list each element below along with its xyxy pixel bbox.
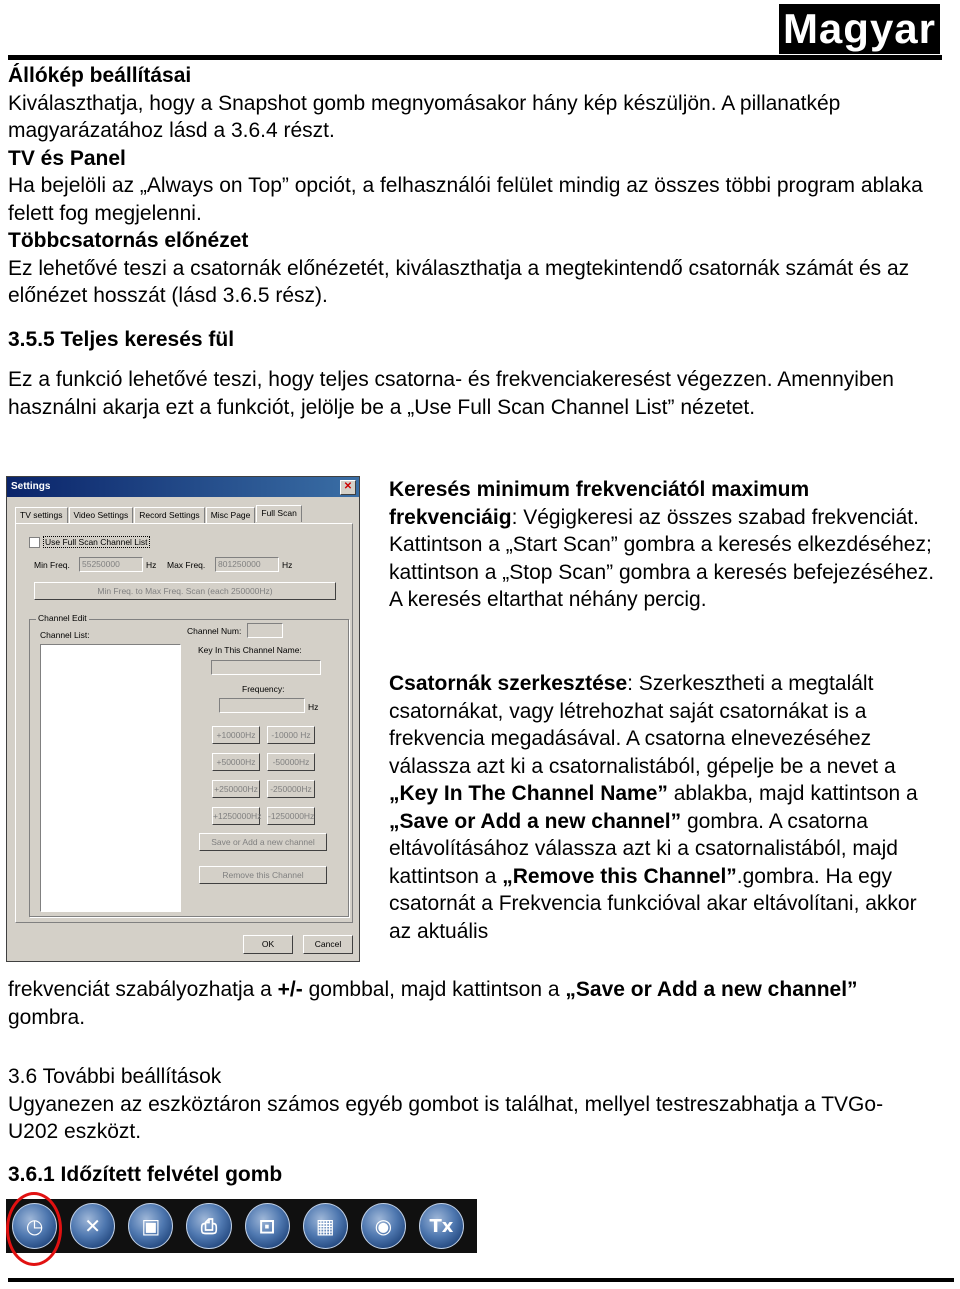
more-settings bbox=[8, 1063, 933, 1146]
channel-edit-legend: Channel Edit bbox=[38, 613, 87, 623]
search-paragraph bbox=[389, 476, 939, 614]
min-freq-unit: Hz bbox=[146, 560, 157, 570]
edit-bold-3: „Remove this Channel” bbox=[502, 864, 737, 888]
min-freq-field[interactable]: 55250000 bbox=[79, 557, 143, 572]
edit-text-7: gombra. bbox=[8, 1005, 86, 1029]
edit-continuation bbox=[8, 976, 933, 1031]
tab-full-scan[interactable]: Full Scan bbox=[256, 505, 301, 522]
timer-clock-icon[interactable]: ◷ bbox=[12, 1203, 57, 1249]
multi-heading: Többcsatornás előnézet bbox=[8, 229, 249, 252]
channel-num-field[interactable] bbox=[247, 623, 283, 638]
remove-channel-button[interactable]: Remove this Channel bbox=[199, 866, 327, 884]
max-freq-field[interactable]: 801250000 bbox=[215, 557, 279, 572]
edit-text-3: gombra. A csatorna eltávolításához válassza azt ki a csatornalistából, majd kattintson a bbox=[389, 809, 898, 888]
tv-body: Ha bejelöli az „Always on Top” opciót, a felhasználói felület mindig az összes többi program ablaka felett fog megjelenni. bbox=[8, 174, 923, 225]
plus-250000-button[interactable]: +250000Hz bbox=[212, 780, 260, 798]
more-body: Ugyanezen az eszköztáron számos egyéb gombot is találhat, mellyel testreszabhatja a TVGo-U202 eszközt. bbox=[8, 1092, 884, 1143]
settings-dialog bbox=[6, 476, 360, 962]
edit-bold-2: „Save or Add a new channel” bbox=[389, 809, 682, 833]
shuffle-icon[interactable]: ✕ bbox=[70, 1203, 115, 1249]
channel-list-box[interactable] bbox=[40, 644, 181, 912]
search-heading: Keresés minimum frekvenciától maximum frekvenciáig bbox=[389, 478, 810, 529]
channel-name-field[interactable] bbox=[211, 660, 321, 675]
edit-text-4: .gombra. Ha egy csatornát a Frekvencia funkcióval akar eltávolítani, akkor az aktuális bbox=[389, 864, 917, 943]
max-freq-label: Max Freq. bbox=[167, 560, 206, 570]
timer-heading: 3.6.1 Időzített felvétel gomb bbox=[8, 1163, 283, 1186]
grid-icon[interactable]: ▦ bbox=[303, 1203, 348, 1249]
edit-bold-1: „Key In The Channel Name” bbox=[389, 782, 668, 805]
channel-num-label: Channel Num: bbox=[187, 626, 242, 636]
plus-10000-button[interactable]: +10000Hz bbox=[212, 726, 260, 744]
edit-paragraph bbox=[389, 670, 939, 945]
dialog-title-bar bbox=[7, 477, 359, 497]
more-heading: 3.6 További beállítások bbox=[8, 1065, 222, 1088]
still-heading: Állókép beállításai bbox=[8, 64, 192, 87]
capture-icon[interactable]: ⊡ bbox=[245, 1203, 290, 1249]
tab-tv-settings[interactable]: TV settings bbox=[15, 507, 68, 524]
edit-bold-5: „Save or Add a new channel” bbox=[565, 978, 858, 1001]
ok-button[interactable]: OK bbox=[243, 935, 293, 954]
multi-body: Ez lehetővé teszi a csatornák előnézetét, kiválaszthatja a megtekintendő csatornák számát és az előnézet hosszát (lásd 3.6.5 rész). bbox=[8, 256, 910, 307]
scan-button[interactable]: Min Freq. to Max Freq. Scan (each 250000Hz) bbox=[34, 582, 336, 600]
search-body: : Végigkeresi az összes szabad frekvenciát. Kattintson a „Start Scan” gombra a keresés elkezdéséhez; kattintson a „Stop Scan” gombra a keresés befejezéséhez. A keresés eltarthat néhány percig. bbox=[389, 505, 935, 611]
minus-50000-button[interactable]: -50000Hz bbox=[267, 753, 315, 771]
plus-1250000-button[interactable]: +1250000Hz bbox=[212, 807, 260, 825]
channel-list-label: Channel List: bbox=[40, 630, 90, 640]
frequency-unit: Hz bbox=[308, 702, 319, 712]
full-scan-panel bbox=[15, 523, 353, 923]
edit-text-1: : Szerkesztheti a megtalált csatornákat, vagy létrehozhat saját csatornákat is a frekvencia megadásával. A csatorna elnevezéséhez válassza azt ki a csatornalistából, gépelje be a nevet a bbox=[389, 672, 896, 778]
save-add-channel-button[interactable]: Save or Add a new channel bbox=[199, 833, 327, 851]
use-full-scan-checkbox[interactable] bbox=[29, 537, 40, 548]
dialog-title: Settings bbox=[11, 481, 51, 492]
max-freq-unit: Hz bbox=[282, 560, 293, 570]
plus-50000-button[interactable]: +50000Hz bbox=[212, 753, 260, 771]
intro-text bbox=[8, 62, 933, 310]
toolbar-strip bbox=[6, 1199, 477, 1253]
video-icon[interactable]: ▣ bbox=[128, 1203, 173, 1249]
cancel-button[interactable]: Cancel bbox=[303, 935, 353, 954]
minus-10000-button[interactable]: -10000 Hz bbox=[267, 726, 315, 744]
min-freq-label: Min Freq. bbox=[34, 560, 70, 570]
tab-misc-page[interactable]: Misc Page bbox=[206, 507, 256, 524]
edit-bold-4: +/- bbox=[277, 978, 303, 1001]
tv-heading: TV és Panel bbox=[8, 146, 126, 170]
edit-text-2: ablakba, majd kattintson a bbox=[667, 782, 918, 805]
footer-rule bbox=[8, 1278, 954, 1282]
broadcast-icon[interactable]: ◉ bbox=[361, 1203, 406, 1249]
edit-text-6: gombbal, majd kattintson a bbox=[302, 978, 566, 1001]
fullscan-body: Ez a funkció lehetővé teszi, hogy teljes csatorna- és frekvenciakeresést végezzen. Amennyiben használni akarja ezt a funkciót, jelölje be a „Use Full Scan Channel List” nézetet. bbox=[8, 368, 894, 419]
header-rule bbox=[8, 55, 942, 60]
language-tag: Magyar bbox=[779, 4, 940, 54]
tab-record-settings[interactable]: Record Settings bbox=[134, 507, 204, 524]
snapshot-icon[interactable]: ⎙ bbox=[186, 1203, 231, 1249]
teletext-icon[interactable]: Tx bbox=[419, 1203, 464, 1249]
still-body: Kiválaszthatja, hogy a Snapshot gomb megnyomásakor hány kép készüljön. A pillanatkép magyarázatához lásd a 3.6.4 részt. bbox=[8, 91, 841, 142]
highlight-circle bbox=[6, 1192, 62, 1266]
use-full-scan-label: Use Full Scan Channel List bbox=[45, 537, 148, 547]
minus-250000-button[interactable]: -250000Hz bbox=[267, 780, 315, 798]
frequency-label: Frequency: bbox=[242, 684, 285, 694]
minus-1250000-button[interactable]: -1250000Hz bbox=[267, 807, 315, 825]
tab-video-settings[interactable]: Video Settings bbox=[69, 507, 134, 524]
frequency-field[interactable] bbox=[219, 698, 305, 713]
fullscan-heading: 3.5.5 Teljes keresés fül bbox=[8, 328, 235, 351]
dialog-tabs bbox=[15, 507, 303, 524]
key-in-name-label: Key In This Channel Name: bbox=[198, 645, 302, 655]
edit-heading: Csatornák szerkesztése bbox=[389, 672, 628, 695]
edit-text-5: frekvenciát szabályozhatja a bbox=[8, 978, 278, 1001]
close-icon[interactable]: ✕ bbox=[340, 480, 356, 495]
